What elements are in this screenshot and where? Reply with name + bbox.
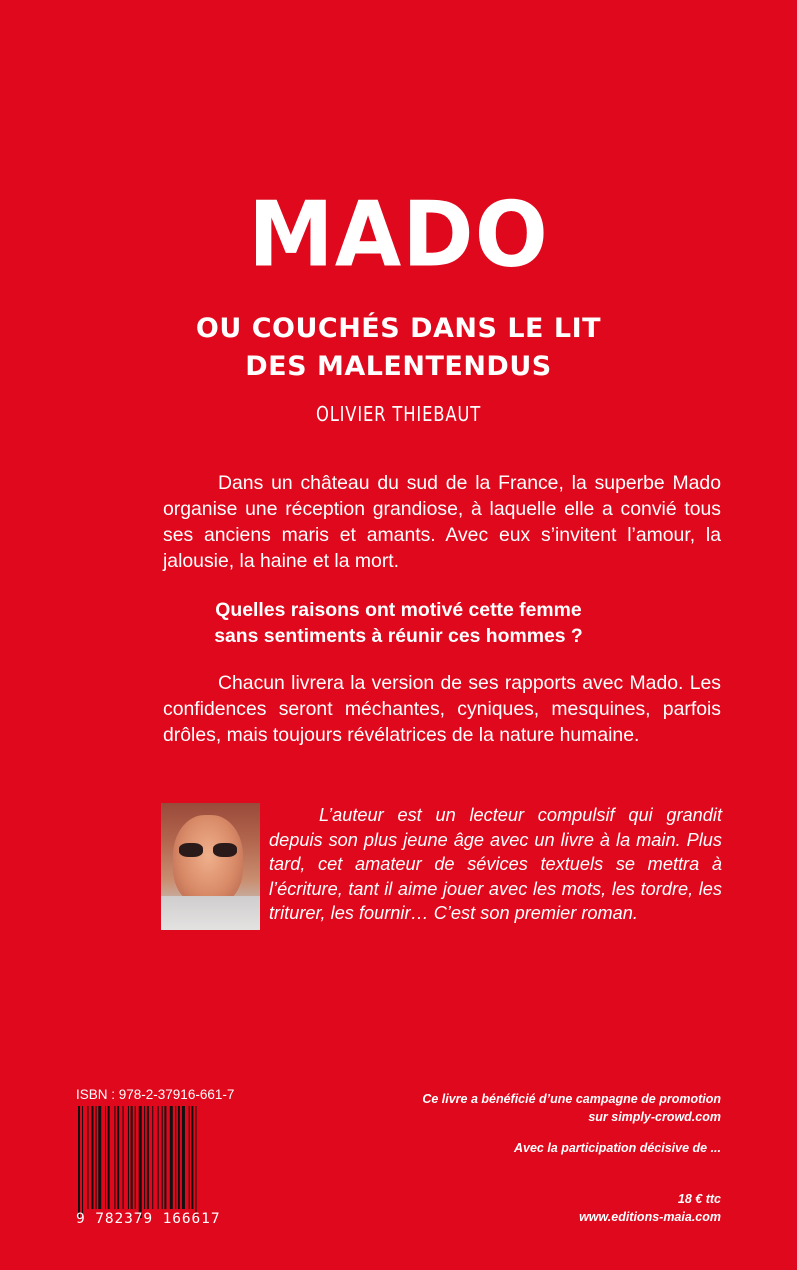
barcode-bar bbox=[87, 1106, 88, 1209]
barcode-bar bbox=[182, 1106, 185, 1209]
barcode-bar bbox=[92, 1106, 94, 1209]
subtitle-line-2: DES MALENTENDUS bbox=[245, 351, 552, 382]
author-name: OLIVIER THIEBAUT bbox=[315, 402, 482, 426]
barcode-bar bbox=[135, 1106, 136, 1209]
website-link[interactable]: www.editions-maia.com bbox=[579, 1210, 721, 1224]
barcode-digits: 9 782379 166617 bbox=[76, 1211, 221, 1227]
barcode-bar bbox=[98, 1106, 101, 1209]
barcode-bar bbox=[105, 1106, 106, 1209]
barcode-bar bbox=[78, 1106, 80, 1218]
barcode-bar bbox=[189, 1106, 190, 1209]
barcode-bar bbox=[164, 1106, 166, 1209]
question-line-1: Quelles raisons ont motivé cette femme bbox=[215, 599, 582, 621]
barcode-bar bbox=[123, 1106, 124, 1209]
participation-text: Avec la participation décisive de ... bbox=[513, 1141, 721, 1155]
barcode-bar bbox=[82, 1106, 83, 1218]
barcode-bar bbox=[96, 1106, 97, 1209]
barcode-bar bbox=[152, 1106, 153, 1209]
promo-line-1: Ce livre a bénéficié d’une campagne de promotion bbox=[422, 1092, 721, 1106]
author-photo bbox=[161, 803, 260, 930]
barcode-bar bbox=[144, 1106, 145, 1209]
isbn-label: ISBN : 978-2-37916-661-7 bbox=[76, 1087, 235, 1102]
barcode-bar bbox=[128, 1106, 129, 1209]
promo-campaign bbox=[401, 1090, 721, 1126]
question-line-2: sans sentiments à réunir ces hommes ? bbox=[214, 625, 583, 647]
book-subtitle bbox=[0, 310, 797, 386]
blurb-question bbox=[0, 597, 797, 649]
barcode-bar bbox=[175, 1106, 176, 1209]
barcode-bar bbox=[162, 1106, 163, 1209]
barcode-bar bbox=[108, 1106, 110, 1209]
price-label: 18 € ttc bbox=[677, 1192, 721, 1206]
blurb-paragraph-1-text: Dans un château du sud de la France, la superbe Mado organise une réception grandiose, à laquelle elle a convié tous ses anciens maris et amants. Avec eux s’invitent l’amour, la jalousie, la haine et la mort. bbox=[163, 472, 721, 572]
price-and-website bbox=[401, 1190, 721, 1226]
sunglasses-icon bbox=[179, 843, 237, 857]
book-title: MADO bbox=[248, 182, 549, 288]
barcode-bar bbox=[191, 1106, 193, 1209]
barcode-bar bbox=[178, 1106, 180, 1209]
promo-line-2: sur simply-crowd.com bbox=[588, 1110, 721, 1124]
participation-note bbox=[401, 1139, 721, 1157]
author-bio-text: L’auteur est un lecteur compulsif qui grandit depuis son plus jeune âge avec un livre à la main. Plus tard, cet amateur de sévices textuels se mettra à l’écriture, tant il aime jouer avec les mots, les tordre, les triturer, les fournir… C’est son premier roman. bbox=[269, 805, 722, 923]
barcode-bar bbox=[158, 1106, 159, 1209]
barcode-bar bbox=[117, 1106, 119, 1209]
barcode-bar bbox=[195, 1106, 196, 1218]
blurb-paragraph-1 bbox=[163, 470, 721, 574]
barcode-bar bbox=[114, 1106, 115, 1209]
barcode-bar bbox=[131, 1106, 133, 1209]
blurb-paragraph-3-text: Chacun livrera la version de ses rapports avec Mado. Les confidences seront méchantes, cyniques, mesquines, parfois drôles, mais toujours révélatrices de la nature humaine. bbox=[163, 672, 721, 746]
blurb-paragraph-3 bbox=[163, 670, 721, 748]
author-face bbox=[173, 815, 243, 905]
author-shirt bbox=[161, 896, 260, 930]
barcode-bar bbox=[147, 1106, 149, 1209]
author-bio bbox=[269, 803, 722, 926]
barcode-bar bbox=[139, 1106, 142, 1218]
subtitle-line-1: OU COUCHÉS DANS LE LIT bbox=[195, 313, 602, 344]
barcode-bar bbox=[170, 1106, 173, 1209]
